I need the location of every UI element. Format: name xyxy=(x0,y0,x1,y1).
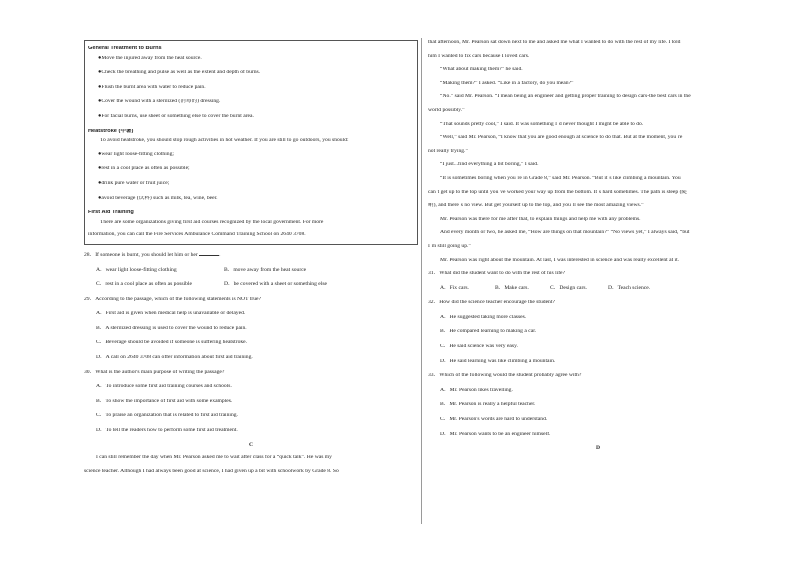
passage-c-text: world possibly.” xyxy=(428,107,465,113)
heatstroke-item: ●wear light loose-fitting clothing; xyxy=(98,151,174,157)
question-28-stem: 28．If someone is burnt, you should let him or her xyxy=(84,251,198,258)
question-28-stem-end: . xyxy=(219,251,221,258)
burns-item: ●Cover the wound with a sterilized (消毒的) dressing. xyxy=(98,99,221,105)
passage-c-text: “Well,” said Mr. Pearson, “I know that you are good enough at science to do that. But at the moment, you`re xyxy=(440,135,683,141)
option: C．rest in a cool place as often as possible xyxy=(96,281,193,288)
passage-c-text: Mr. Pearson was right about the mountain. At last, I was interested in science and was really excellent at it. xyxy=(440,257,680,263)
passage-c-text: “It is sometimes boring when you`re in Grade 8,” said Mr. Pearson. “But it`s like climbing a mountain. You xyxy=(440,175,681,181)
burns-item: ●For facial burns, use sheet or something else to cover the burnt area. xyxy=(98,113,254,119)
left-column xyxy=(84,40,418,482)
option: A．Mr. Pearson likes travelling. xyxy=(440,387,513,393)
heatstroke-item: ●drink pure water or fruit juice; xyxy=(98,180,170,186)
option: C．Design cars. xyxy=(550,284,587,291)
passage-c-text: can`t get up to the top until you`ve worked your way up from the bottom. It`s hard sometimes. The path is steep (陡 xyxy=(428,189,688,195)
first-aid-training-text: information, you can call the Fire Services Ambulance Command Training School on 2640 3708. xyxy=(88,232,306,238)
question-30-stem: 30．What is the author's main purpose of writing the passage? xyxy=(84,369,225,375)
option: D．Teach science. xyxy=(608,284,651,291)
option: B．To show the importance of first aid with some examples. xyxy=(96,398,233,404)
answer-blank xyxy=(199,251,219,256)
passage-c-text: “I just...find everything a bit boring,” I said. xyxy=(440,162,539,168)
passage-c-text: not really trying.” xyxy=(428,148,468,154)
question-31-stem: 31．What did the student want to do with the rest of his life? xyxy=(428,271,566,277)
passage-c-text: science teacher. Although I had always been good at science, I had given up a bit with schoolwork by Grade 8. So xyxy=(84,468,339,474)
option: A．He suggested taking more classes. xyxy=(440,314,527,320)
burns-item: ●Move the injured away from the heat source. xyxy=(98,55,202,61)
option: A．wear light loose-fitting clothing xyxy=(96,266,177,273)
section-c-label: C xyxy=(248,441,254,448)
option: B．Mr. Pearson is really a helpful teacher. xyxy=(440,402,536,408)
section-d-label: D xyxy=(595,445,601,452)
option: D．Mr. Pearson wants to be an engineer himself. xyxy=(440,431,551,437)
passage-c-text: him I wanted to fix cars because I loved cars. xyxy=(428,53,530,59)
option: A．Fix cars. xyxy=(440,284,469,291)
option: D．To tell the readers how to perform some first aid treatment. xyxy=(96,428,238,434)
passage-c-text: And every month or two, he asked me, “How are things on that mountain?” “No views yet,” I always said, “but xyxy=(440,230,690,236)
option: D．He said learning was like climbing a mountain. xyxy=(440,358,556,364)
option: B．Make cars. xyxy=(495,284,529,291)
option: D．be covered with a sheet or something else xyxy=(224,281,327,288)
passage-c-text: I can still remember the day when Mr. Pearson asked me to wait after class for a “quick talk”. He was my xyxy=(96,455,332,461)
heatstroke-item: ●avoid beverage (饮料) such as milk, tea, wine, beer. xyxy=(98,195,218,201)
passage-c-text: “Making them?” I asked. “Like in a factory, do you mean?” xyxy=(440,80,574,86)
option: B．He compared learning to making a car. xyxy=(440,329,537,335)
question-28-options-row xyxy=(96,268,418,274)
passage-c-text: “No.” said Mr. Pearson. “I mean being an engineer and getting proper training to design cars-the best cars in the xyxy=(440,94,691,100)
first-aid-training-text: There are some organizations giving first aid courses recognized by the local government. For more xyxy=(100,219,324,225)
option: B．move away from the heat source xyxy=(224,266,307,273)
question-28 xyxy=(84,251,418,259)
first-aid-training-heading: First Aid Training xyxy=(88,210,134,216)
option: A．First aid is given when medical help is unavailable or delayed. xyxy=(96,311,246,317)
right-column xyxy=(428,40,768,459)
option: B．A sterilized dressing is used to cover the wound to reduce pain. xyxy=(96,325,247,331)
burns-item: ●Check the breathing and pulse as well as the extent and depth of burns. xyxy=(98,70,261,76)
option: C．Mr. Pearson's words are hard to understand. xyxy=(440,417,548,423)
option: C．He said science was very easy. xyxy=(440,344,518,350)
passage-c-text: “That sounds pretty cool,” I said. It was something I`d never thought I might be able to do. xyxy=(440,121,644,127)
passage-c-text: Mr. Pearson was there for me after that, to explain things and help me with any problems. xyxy=(440,216,641,222)
question-28-options-row xyxy=(96,282,418,288)
passage-c-text: 峭), and there`s no view. But get yourself up to the top, and you`ll see the most amazing views.” xyxy=(428,203,644,209)
passage-c-text: I`m still going up.” xyxy=(428,243,471,249)
heatstroke-item: ●rest in a cool place as often as possible; xyxy=(98,166,190,172)
question-31-options-row xyxy=(440,286,768,292)
question-32-stem: 32．How did the science teacher encourage the student? xyxy=(428,300,555,306)
option: C．Beverage should be avoided if someone is suffering heatstroke. xyxy=(96,340,248,346)
option: C．To praise an organization that is related to first aid training. xyxy=(96,413,238,419)
burns-item: ●Flush the burnt area with water to reduce pain. xyxy=(98,84,206,90)
heatstroke-intro: To avoid heatstroke, you should stop rough activities in hot weather. If you are still to go outdoors, you should: xyxy=(100,138,349,144)
option: D．A call on 2640 3708 can offer information about first aid training. xyxy=(96,355,253,361)
heatstroke-heading: Heatstroke (中暑) xyxy=(88,128,134,134)
passage-c-text: that afternoon, Mr. Pearson sat down next to me and asked me what I wanted to do with the rest of my life. I told xyxy=(428,40,681,45)
option: A．To introduce some first aid training courses and schools. xyxy=(96,384,232,390)
question-33-stem: 33．Which of the following would the student probably agree with? xyxy=(428,373,582,379)
first-aid-info-box xyxy=(84,40,418,245)
question-29-stem: 29．According to the passage, which of the following statements is NOT true? xyxy=(84,296,261,302)
burns-heading: General Treatment to Burns xyxy=(88,46,162,51)
column-divider xyxy=(421,38,422,524)
passage-c-text: “What about making them?” he said. xyxy=(440,67,523,73)
passage-c-continued xyxy=(428,40,768,263)
